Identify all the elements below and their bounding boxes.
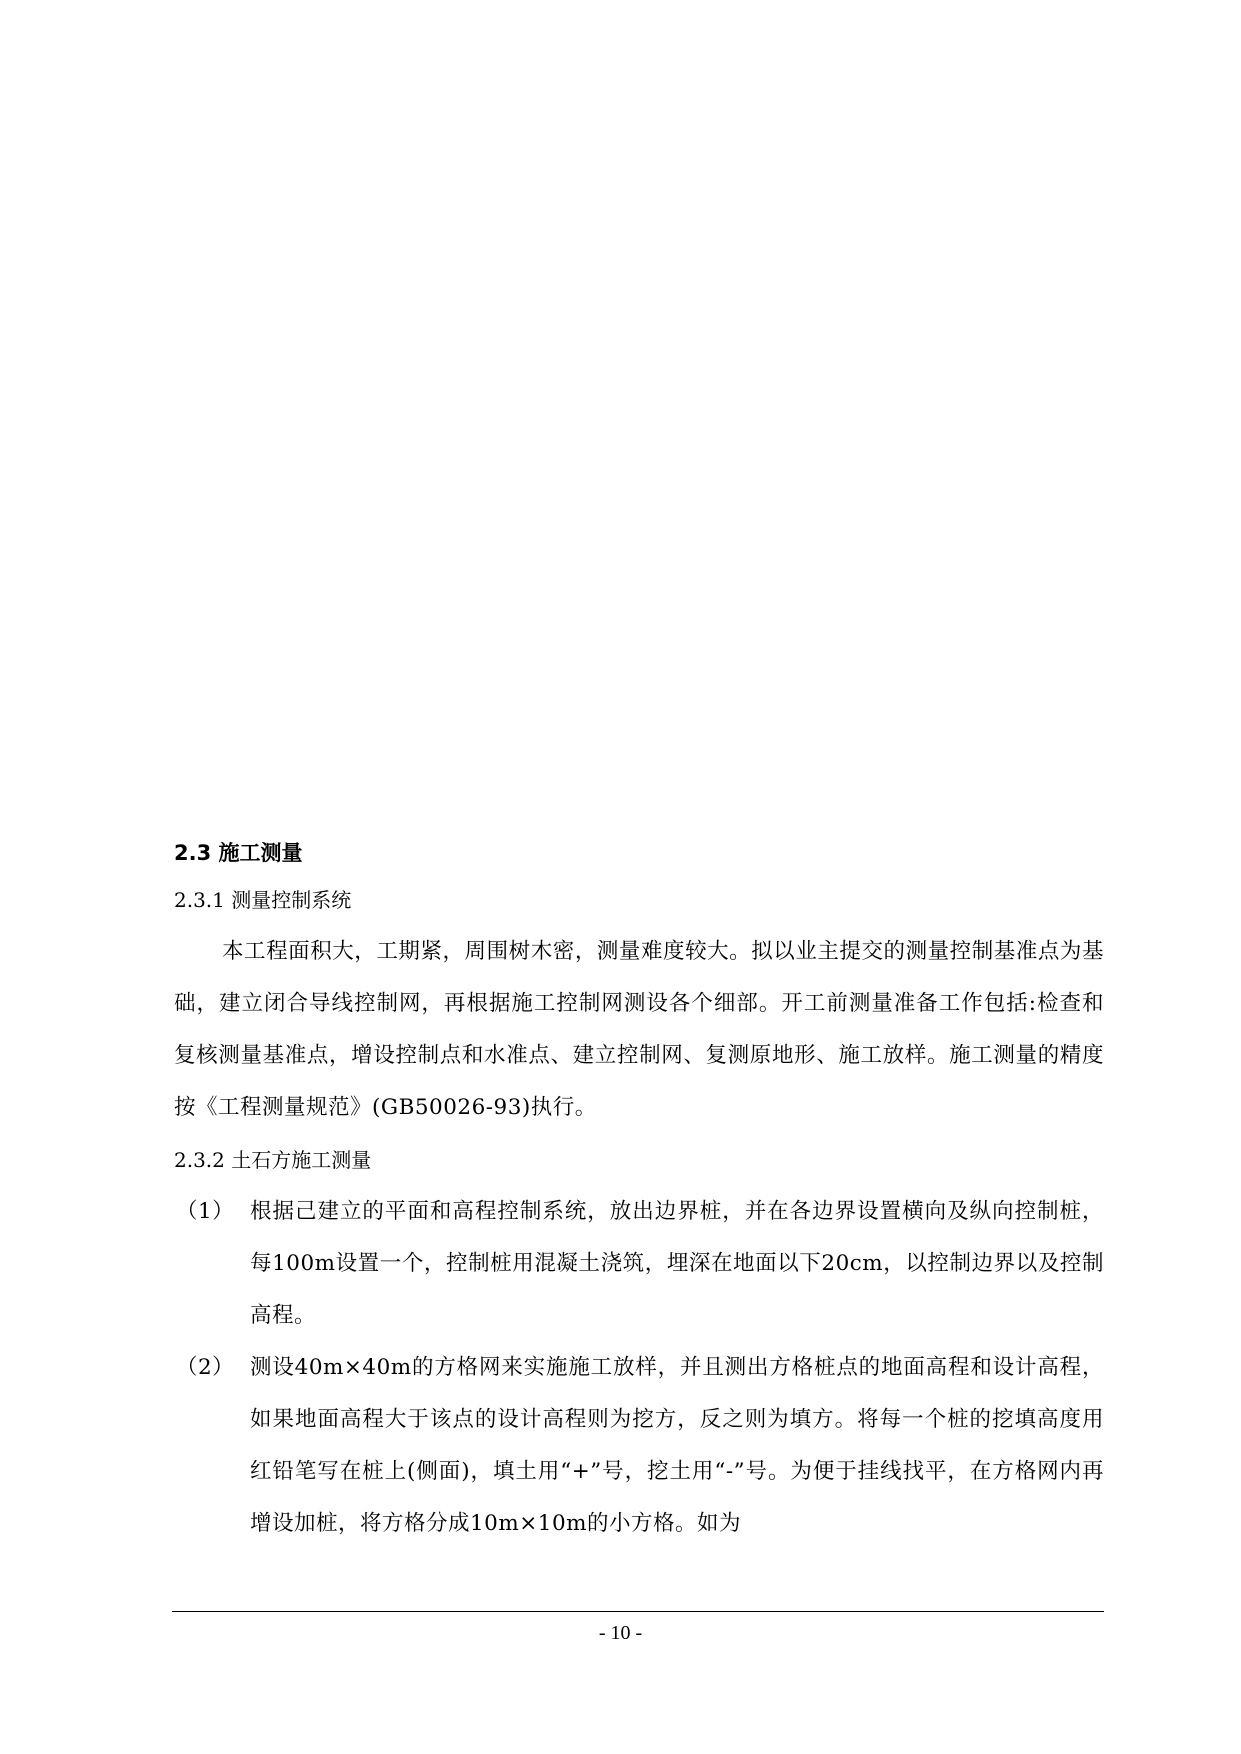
list-item (174, 1186, 1104, 1342)
list-item-number: （1） (176, 1199, 235, 1224)
footer-divider (172, 1611, 1104, 1612)
list-item-text: 测设40m×40m的方格网来实施施工放样，并且测出方格桩点的地面高程和设计高程，如果地面高程大于该点的设计高程则为挖方，反之则为填方。将每一个桩的挖填高度用红铅笔写在桩上(侧面)，填土用“+”号，挖土用“-”号。为便于挂线找平，在方格网内再增设加桩，将方格分成10m×10m的小方格。如为 (250, 1355, 1104, 1536)
list-item (174, 1342, 1104, 1550)
page-number: - 10 - (598, 1622, 643, 1644)
section-heading: 2.3 施工测量 (174, 841, 303, 865)
body-paragraph: 本工程面积大，工期紧，周围树木密，测量难度较大。拟以业主提交的测量控制基准点为基础，建立闭合导线控制网，再根据施工控制网测设各个细部。开工前测量准备工作包括:检查和复核测量基准点，增设控制点和水准点、建立控制网、复测原地形、施工放样。施工测量的精度按《工程测量规范》(GB50026-93)执行。 (174, 939, 1104, 1120)
subsection-heading-1: 2.3.1 测量控制系统 (174, 888, 352, 912)
subsection-heading-2: 2.3.2 土石方施工测量 (174, 1148, 372, 1172)
document-body (174, 832, 1104, 1550)
list-item-number: （2） (176, 1355, 235, 1380)
list-item-text: 根据己建立的平面和高程控制系统，放出边界桩，并在各边界设置横向及纵向控制桩，每100m设置一个，控制桩用混凝土浇筑，埋深在地面以下20cm，以控制边界以及控制高程。 (250, 1199, 1104, 1328)
